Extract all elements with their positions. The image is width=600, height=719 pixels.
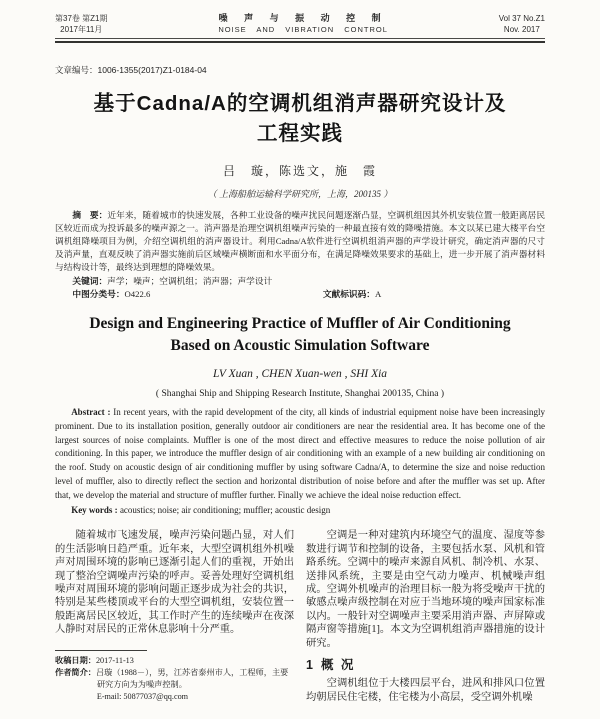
- author-bio: [55, 667, 294, 691]
- section-1-heading: [306, 659, 545, 672]
- paper-title-cn-line2: 工程实践: [257, 122, 343, 145]
- journal-title-cn: 噪 声 与 振 动 控 制: [218, 13, 388, 23]
- received-date-label: 收稿日期：: [55, 655, 96, 665]
- paper-title-en-line1: Design and Engineering Practice of Muffler of Air Conditioning: [89, 315, 511, 332]
- section-1-paragraph: 空调机组位于大楼四层平台，进风和排风口位置均朝居民住宅楼，住宅楼为小高层，受空调外机噪: [306, 678, 545, 703]
- abstract-en-text: In recent years, with the rapid development of the city, all kinds of industrial equipment noise have been increasingly prominent. Due to its installation position, generally outdoor air conditioners are near the residential area. It has become one of the largest sources of noise complaints. Muffler is one of the most direct and effective measures to reduce the noise pollution of air conditioning. In this paper, we introduce the muffler design of air conditioning with an example of a new building air conditioning on the roof. Study on acoustic design of air conditioning muffler by using software Cadna/A, to determine the size and noise reduction level of muffler, also to directly reflect the section and horizontal distribution of noise before and after the muffler was set up. After that, we develop the material and structure of muffler further. Finally we achieve the ideal noise reduction effect.: [55, 407, 545, 500]
- header-journal-block: [218, 13, 388, 35]
- document-code-value: A: [374, 289, 382, 299]
- clc-value: O422.6: [124, 289, 151, 299]
- abstract-cn: [55, 209, 545, 274]
- body-left-column: [55, 529, 294, 704]
- paper-title-cn-line1: 基于Cadna/A的空调机组消声器研究设计及: [93, 92, 507, 115]
- abstract-cn-text: 近年来，随着城市的快速发展，各种工业设备的噪声扰民问题逐渐凸显，空调机组因其外机安装位置一般距离居民区较近而成为投诉最多的噪声源之一。消声器是治理空调机组噪声污染的一种最直接有效的降噪措施。本文以某已建大楼平台空调机组降噪项目为例，介绍空调机组的消声器设计。利用Cadna/A软件进行空调机组消声器的声学设计研究，确定消声器的尺寸及消声量，直观反映了消声器实施前后区域噪声横断面和水平面分布，在满足降噪效果要求的基础上，进一步开展了消声器材料与结构设计等，最终达到理想的降噪效果。: [55, 210, 546, 272]
- header-issue-block: [499, 13, 545, 35]
- author-bio-text: 吕璇（1988－），男，江苏省泰州市人，工程师，主要研究方向为为噪声控制。: [95, 667, 289, 690]
- keywords-en: [55, 504, 545, 518]
- affiliation-cn: （ 上海船舶运输科学研究所，上海，200135 ）: [207, 189, 393, 199]
- footnote-divider: [55, 650, 147, 651]
- body-columns: [55, 529, 545, 704]
- header-rule-thick: [55, 41, 545, 43]
- clc-label: 中图分类号：: [72, 289, 125, 299]
- keywords-en-label: Key words :: [71, 504, 120, 515]
- volume-cn: 第37卷 第Z1期: [55, 14, 108, 23]
- overview-paragraph: 空调是一种对建筑内环境空气的温度、湿度等参数进行调节和控制的设备，主要包括水泵、风机和管路系统。空调中的噪声来源自风机、制冷机、水泵、送排风系统，主要是由空气动力噪声、机械噪声组成。空调外机噪声的治理目标一般为将受噪声干扰的敏感点噪声级控制在对应于当地环境的噪声国家标准以内。一般针对空调噪声主要采用消声器、声屏障或隔声窗等措施[1]。本文为空调机组消声器措施的设计研究。: [306, 530, 545, 649]
- footnote-block: [55, 650, 294, 704]
- received-date-value: 2017-11-13: [95, 655, 134, 665]
- date-en: Nov. 2017: [503, 25, 540, 34]
- section-1-title: 概 况: [320, 658, 356, 673]
- keywords-cn: [55, 275, 545, 288]
- volume-en: Vol 37 No.Z1: [498, 14, 545, 23]
- keywords-en-text: acoustics; noise; air conditioning; muffler; acoustic design: [119, 504, 331, 515]
- affiliation-en: ( Shanghai Ship and Shipping Research Institute, Shanghai 200135, China ): [155, 389, 445, 399]
- keywords-cn-label: 关键词：: [72, 276, 108, 286]
- classification-row: [55, 288, 545, 301]
- abstract-en-label: Abstract :: [71, 407, 114, 417]
- article-number: 文章编号：1006-1355(2017)Z1-0184-04: [55, 65, 207, 75]
- journal-header: [55, 13, 545, 35]
- journal-title-en: NOISE AND VIBRATION CONTROL: [218, 25, 388, 34]
- author-email: E-mail: 50877037@qq.com: [96, 692, 189, 702]
- abstract-en: [55, 406, 545, 503]
- intro-paragraph: 随着城市飞速发展，噪声污染问题凸显，对人们的生活影响日趋严重。近年来，大型空调机组外机噪声对周围环境的影响已逐渐引起人们的重视，开始出现了整治空调噪声污染的呼声。妥善处理好空调机组噪声对周围环境的影响问题正逐步成为社会的共识，特别是某些楼顶或平台的大型空调机组，安装位置一般距离居民区较近，其工作时产生的连续噪声在夜深人静时对居民的正常休息影响十分严重。: [55, 530, 294, 636]
- body-right-column: [306, 529, 545, 704]
- date-cn: 2017年11月: [60, 25, 103, 34]
- abstract-cn-label: 摘 要：: [72, 210, 108, 220]
- document-code-label: 文献标识码：: [322, 289, 375, 299]
- received-date: [55, 655, 294, 667]
- authors-cn: 吕 璇，陈选文，施 霞: [222, 164, 377, 178]
- author-bio-label: 作者简介：: [55, 667, 96, 677]
- paper-title-cn: [55, 89, 545, 149]
- authors-en: LV Xuan , CHEN Xuan-wen , SHI Xia: [212, 368, 388, 380]
- document-code: [323, 288, 381, 301]
- section-1-number: 1: [306, 658, 313, 673]
- clc-number: [72, 288, 322, 301]
- keywords-cn-text: 声学；噪声；空调机组；消声器；声学设计: [107, 276, 273, 286]
- header-rule-thin: [55, 38, 545, 39]
- header-volume-block: [55, 13, 107, 35]
- paper-title-en-line2: Based on Acoustic Simulation Software: [170, 337, 430, 354]
- paper-title-en: [55, 313, 545, 357]
